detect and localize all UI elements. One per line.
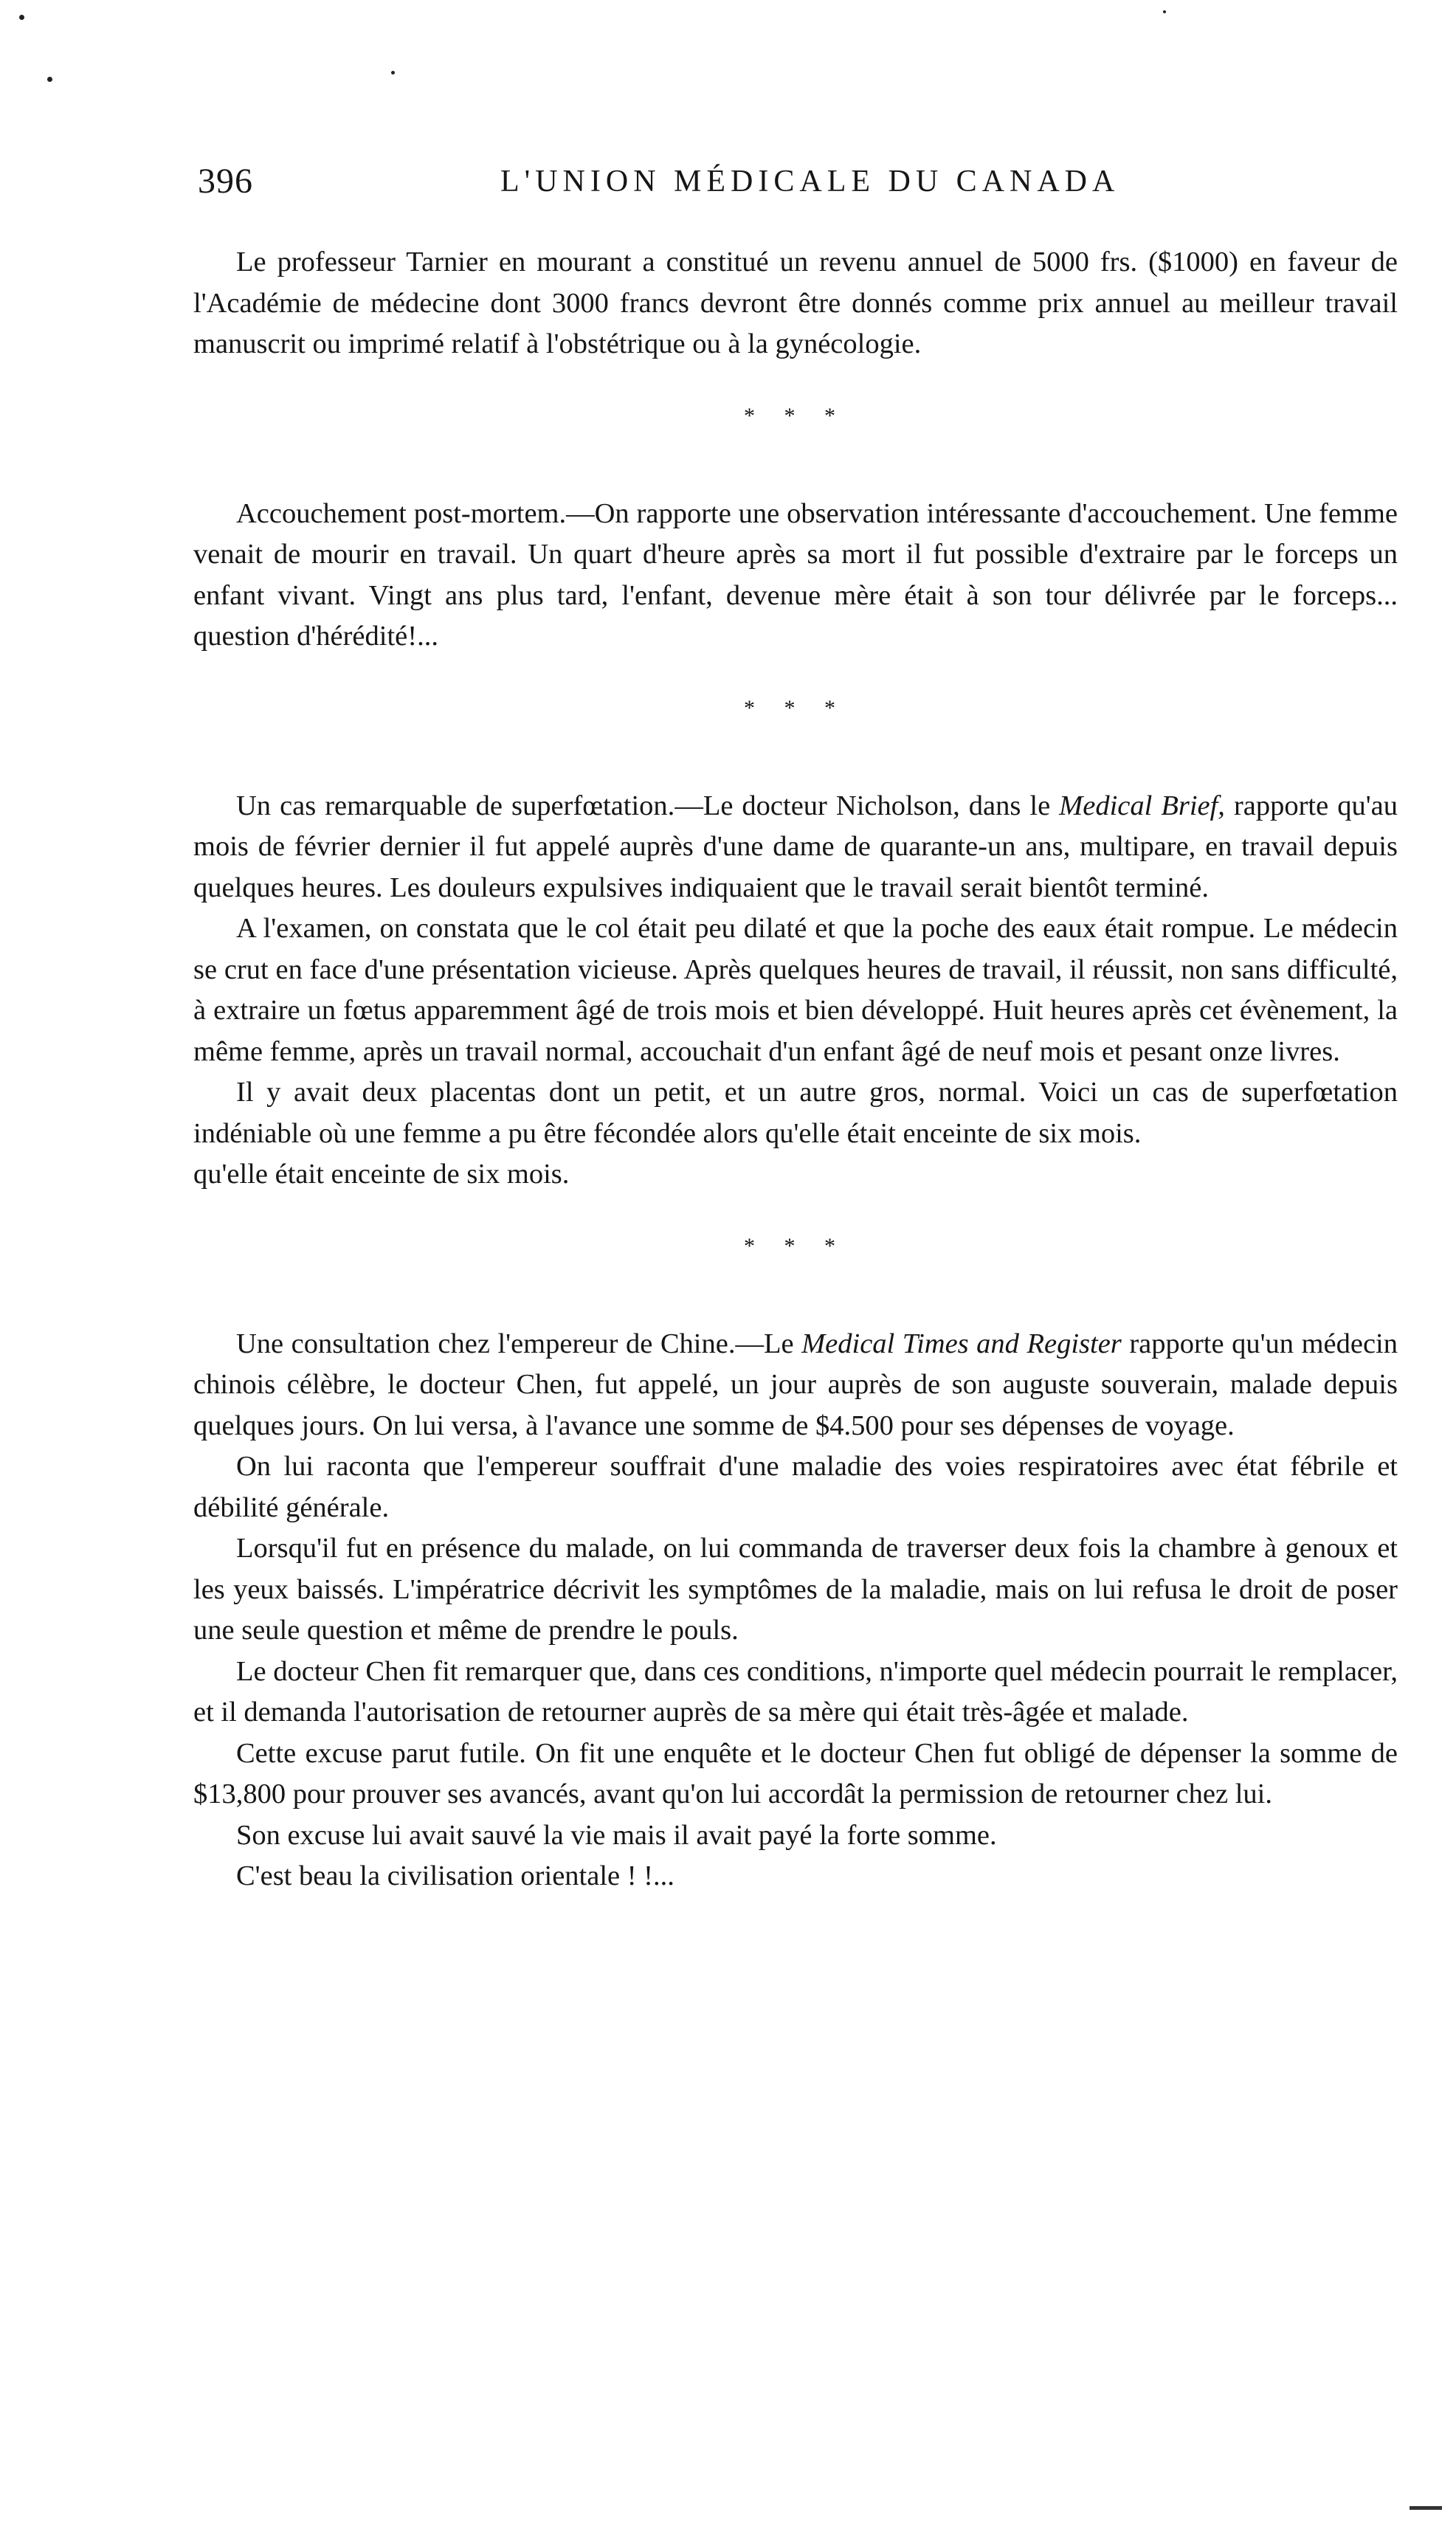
section-separator: * * * [744,1233,847,1258]
consultation-title: Une consultation chez l'empereur de Chine. [236,1328,736,1359]
superfetation-lead-text-a: —Le docteur Nicholson, dans le [674,790,1060,821]
scan-speck [19,15,24,20]
scan-speck [391,71,395,75]
journal-title-medical-times: Medical Times and Register [801,1328,1122,1359]
superfetation-repeated-line: qu'elle était enceinte de six mois. [193,1159,570,1190]
consultation-lead-text-a: —Le [735,1328,802,1359]
consultation-lead-text-b: rapporte qu'un médecin chinois célèbre, le docteur Chen, fut appelé, un jour auprès de son auguste souverain, malade depuis quelques jours. On lui versa, à l'avance une somme de $4.500 pour ses dépenses de voyage. [193,1328,1398,1441]
scan-speck [47,77,52,82]
section-separator: * * * [744,403,847,428]
scan-edge-mark [1410,2506,1442,2510]
scan-speck [1163,10,1166,13]
tarnier-paragraph: Le professeur Tarnier en mourant a constitué un revenu annuel de 5000 frs. ($1000) en faveur de l'Académie de médecine dont 3000 francs devront être donnés comme prix annuel au meilleur travail manuscrit ou imprimé relatif à l'obstétrique ou à la gynécologie. [193,246,1398,359]
superfetation-title: Un cas remarquable de superfœtation. [236,790,675,821]
consultation-lead-paragraph [193,1324,1398,1447]
post-mortem-paragraph: Accouchement post-mortem.—On rapporte une observation intéressante d'accouchement. Une femme venait de mourir en travail. Un quart d'heure après sa mort il fut possible d'extraire par le forceps un enfant vivant. Vingt ans plus tard, l'enfant, devenue mère était à son tour délivrée par le forceps... question d'hérédité!... [193,497,1398,652]
superfetation-placentas-paragraph: Il y avait deux placentas dont un petit, et un autre gros, normal. Voici un cas de superfœtation indéniable où une femme a pu être fécondée alors qu'elle était enceinte de six mois. [193,1077,1398,1149]
consultation-illness-paragraph: On lui raconta que l'empereur souffrait d'une maladie des voies respiratoires avec état fébrile et débilité générale. [193,1451,1398,1523]
page-number: 396 [198,162,253,201]
superfetation-examination-paragraph: A l'examen, on constata que le col était peu dilaté et que la poche des eaux était rompue. Le médecin se crut en face d'une présentation vicieuse. Après quelques heures de travail, il réussit, non sans difficulté, à extraire un fœtus apparemment âgé de trois mois et bien développé. Huit heures après cet évènement, la même femme, après un travail normal, accouchait d'un enfant âgé de neuf mois et pesant onze livres. [193,913,1398,1067]
running-header [198,161,1379,220]
running-title: L'UNION MÉDICALE DU CANADA [500,165,1120,199]
consultation-closing-paragraph: C'est beau la civilisation orientale ! !... [236,1860,674,1891]
journal-title-medical-brief: Medical Brief, [1059,790,1225,821]
article-body [193,242,1398,1897]
consultation-excuse-paragraph: Cette excuse parut futile. On fit une enquête et le docteur Chen fut obligé de dépenser la somme de $13,800 pour prouver ses avancés, avant qu'on lui accordât la permission de retourner chez lui. [193,1737,1398,1809]
consultation-remark-paragraph: Le docteur Chen fit remarquer que, dans ces conditions, n'importe quel médecin pourrait le remplacer, et il demanda l'autorisation de retourner auprès de sa mère qui était très-âgée et malade. [193,1655,1398,1728]
consultation-presence-paragraph: Lorsqu'il fut en présence du malade, on lui commanda de traverser deux fois la chambre à genoux et les yeux baissés. L'impératrice décrivit les symptômes de la maladie, mais on lui refusa le droit de poser une seule question et même de prendre le pouls. [193,1533,1398,1646]
superfetation-lead-paragraph [193,786,1398,909]
consultation-sum-paragraph: Son excuse lui avait sauvé la vie mais il avait payé la forte somme. [236,1819,997,1851]
superfetation-lead-text-b: rapporte qu'au mois de février dernier il fut appelé auprès d'une dame de quarante-un ans, multipare, en travail depuis quelques heures. Les douleurs expulsives indiquaient que le travail serait bientôt terminé. [193,790,1398,903]
section-separator: * * * [744,695,847,720]
